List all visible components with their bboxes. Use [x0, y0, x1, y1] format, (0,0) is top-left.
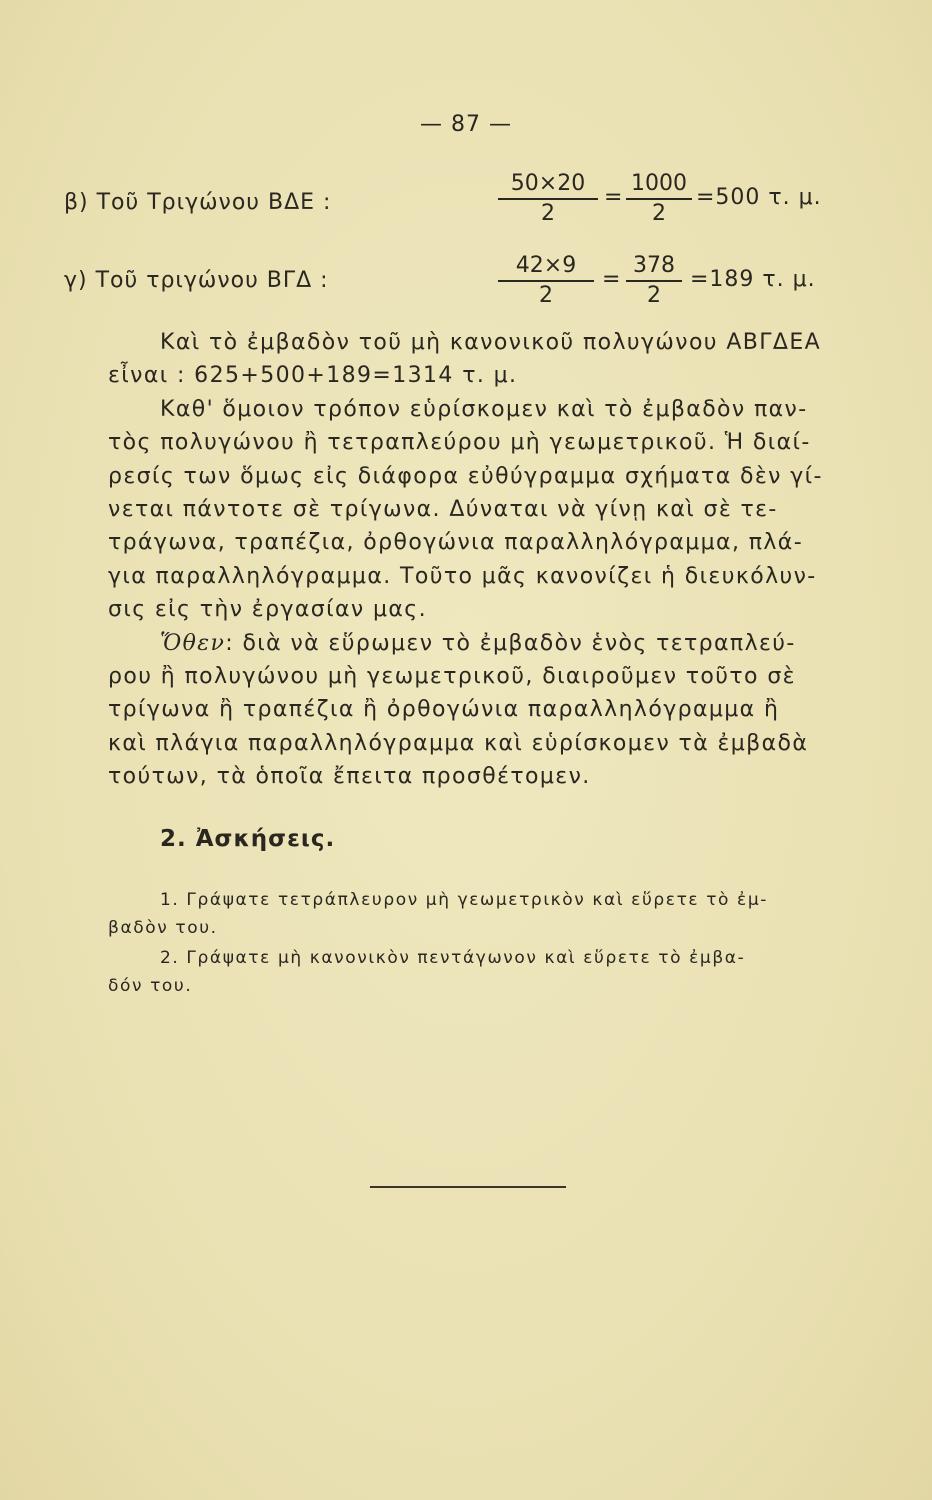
fraction-numerator: 50×20: [510, 171, 586, 196]
text-line: ρου ἢ πολυγώνου μὴ γεωμετρικοῦ, διαιροῦμεν τοῦτο σὲ: [108, 663, 796, 689]
calc-result-189: =189 τ. μ.: [690, 267, 816, 292]
text-line: [108, 627, 842, 660]
text-line: εἶναι : 625+500+189=1314 τ. μ.: [108, 363, 518, 389]
exercise-2: [108, 944, 848, 1000]
text-line: τρίγωνα ἢ τραπέζια ἢ ὀρθογώνια παραλληλόγραμμα ἢ: [108, 697, 780, 723]
body-text: [108, 326, 842, 793]
equals-sign: =: [604, 185, 623, 210]
fraction-denominator: 2: [541, 201, 555, 226]
fraction-denominator: 2: [539, 283, 553, 308]
exercise-line: 2. Γράψατε μὴ κανονικὸν πεντάγωνον καὶ εὕρετε τὸ ἐμβα-: [160, 948, 746, 968]
text-line: τὸς πολυγώνου ἢ τετραπλεύρου μὴ γεωμετρικοῦ. Ἡ διαί-: [108, 430, 811, 456]
text-line: Καθ' ὅμοιον τρόπον εὑρίσκομεν καὶ τὸ ἐμβαδὸν παν-: [160, 396, 808, 422]
fraction-numerator: 1000: [631, 171, 687, 196]
section-heading: 2. Ἀσκήσεις.: [160, 826, 336, 852]
text-span: : διὰ νὰ εὕρωμεν τὸ ἐμβαδὸν ἑνὸς τετραπλεύ-: [225, 630, 796, 656]
odhen-word: Ὅθεν: [160, 630, 226, 656]
equals-sign: =: [602, 267, 621, 292]
calc-result-500: =500 τ. μ.: [696, 185, 822, 210]
fraction-denominator: 2: [652, 201, 666, 226]
fraction-1000-over-2: [626, 170, 692, 228]
page-number: — 87 —: [420, 112, 512, 137]
text-line: τούτων, τὰ ὁποῖα ἔπειτα προσθέτομεν.: [108, 764, 591, 790]
text-line: Καὶ τὸ ἐμβαδὸν τοῦ μὴ κανονικοῦ πολυγώνου ΑΒΓΔΕΑ: [160, 330, 822, 355]
exercise-line: δόν του.: [108, 976, 193, 996]
exercise-1: [108, 886, 848, 942]
exercise-line: βαδὸν του.: [108, 918, 218, 938]
exercise-line: 1. Γράψατε τετράπλευρον μὴ γεωμετρικὸν καὶ εὕρετε τὸ ἐμ-: [160, 890, 768, 910]
calc-label-bgd: γ) Τοῦ τριγώνου ΒΓΔ :: [64, 268, 329, 293]
text-line: τράγωνα, τραπέζια, ὀρθογώνια παραλληλόγραμμα, πλά-: [108, 530, 804, 556]
text-line: καὶ πλάγια παραλληλόγραμμα καὶ εὑρίσκομεν τὰ ἐμβαδὰ: [108, 730, 809, 756]
text-line: για παραλληλόγραμμα. Τοῦτο μᾶς κανονίζει ἡ διευκόλυν-: [108, 563, 817, 589]
text-line: σις εἰς τὴν ἐργασίαν μας.: [108, 597, 427, 623]
fraction-50x20-over-2: [498, 170, 598, 228]
end-rule: [370, 1186, 566, 1188]
text-line: ρεσίς των ὅμως εἰς διάφορα εὐθύγραμμα σχήματα δὲν γί-: [108, 463, 823, 489]
fraction-378-over-2: [626, 252, 682, 310]
text-line: νεται πάντοτε σὲ τρίγωνα. Δύναται νὰ γίνῃ καὶ σὲ τε-: [108, 496, 778, 522]
fraction-denominator: 2: [647, 283, 661, 308]
fraction-numerator: 42×9: [515, 253, 577, 278]
fraction-42x9-over-2: [498, 252, 594, 310]
calc-label-bde: β) Τοῦ Τριγώνου ΒΔΕ :: [64, 190, 332, 215]
fraction-numerator: 378: [633, 253, 675, 278]
